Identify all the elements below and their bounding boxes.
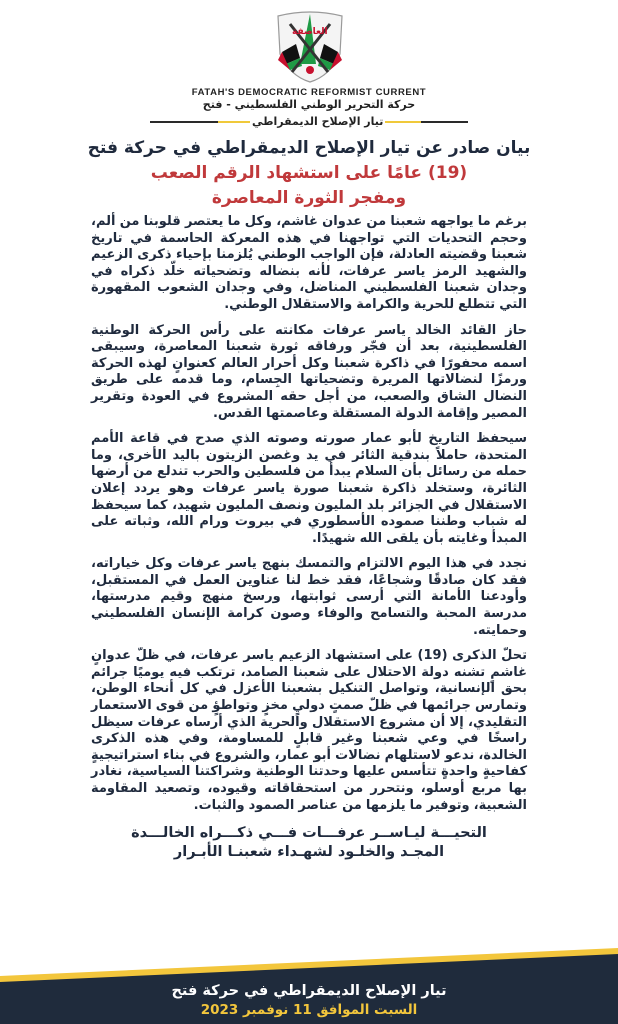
statement-body [91, 214, 527, 814]
paragraph-4: نجدد في هذا اليوم الالتزام والتمسك بنهج ياسر عرفات وكل خياراته، فقد كان صادقًا وشجاعًا، فقد خط لنا عناوين العمل في المستقبل، وأودعنا الأمانة التي أرسى ثوابتها، ورسخ منهج وقيم مدرستها، مدرسة المحبة والتسامح والوفاء وصون كرامة الإنسان الفلسطيني وحمايته. [91, 556, 527, 638]
fatah-emblem-icon [270, 6, 350, 84]
footer [0, 982, 618, 1020]
divider-left-gold [218, 121, 250, 123]
divider-right-dark [421, 121, 468, 123]
statement-title [0, 136, 618, 211]
footer-title: تيار الإصلاح الديمقراطي في حركة فتح [171, 983, 447, 999]
movement-name-arabic: حركة التحرير الوطني الفلسطيني - فتح [202, 98, 416, 111]
paragraph-3: سيحفظ التاريخ لأبو عمار صورته وصوته الذي صدح في قاعة الأمم المتحدة، حاملاً بندقية الثائر في يد وغصن الزيتون باليد الأخرى، وما حمله من رسائل بأن السلام يبدأ من فلسطين والحرب تندلع من أرضها الثائرة، وستخلد ذاكرة شعبنا صورة ياسر عرفات وهو يردد إعلان الاستقلال في الجزائر بلد المليون ونصف المليون شهيد، كما سيحفظ له شباب وطننا صموده الأسطوري في بيروت ورام الله، وثباته على المبدأ وغايته بأن يلقى الله شهيدًا. [91, 431, 527, 546]
closing-salutation [0, 824, 618, 862]
current-name-arabic: تيار الإصلاح الديمقراطي [252, 115, 384, 128]
statement-subheading-line2: ومفجر الثورة المعاصرة [211, 188, 407, 208]
divider-right-gold [385, 121, 421, 123]
statement-subheading-line1: (19) عامًا على استشهاد الرقم الصعب [150, 163, 468, 183]
closing-line-2: المجـد والخلـود لشهـداء شعبنـا الأبـرار [173, 844, 445, 861]
footer-date: السبت الموافق 11 نوفمبر 2023 [200, 1002, 418, 1018]
org-name-english: FATAH'S DEMOCRATIC REFORMIST CURRENT [191, 87, 427, 98]
paragraph-2: حاز القائد الخالد ياسر عرفات مكانته على رأس الحركة الوطنية الفلسطينية، بعد أن فجّر ورفاقه ثورة شعبنا المعاصرة، وسيبقى اسمه محفورًا في ذاكرة شعبنا وكل أحرار العالم كعنوانٍ لهذه الحركة ورمزًا لنضالاتها المريرة وتضحياتها الجِسام، وما قدمه على طريق النضال الشاق والصعب، من أجل حقه المشروع في العودة وتقرير المصير وإقامة الدولة المستقلة وعاصمتها القدس. [91, 322, 527, 421]
paragraph-5 [91, 648, 527, 814]
current-name-row [150, 114, 468, 130]
statement-content [0, 136, 618, 942]
paragraph-1: برغم ما يواجهه شعبنا من عدوان غاشم، وكل ما يعتصر قلوبنا من ألم، وحجم التحديات التي تواجهنا في هذه المعركة الحاسمة في تاريخ شعبنا وقضيته العادلة، فإن الواجب الوطني يُلزمنا بإحياء ذكرى الزعيم والشهيد الرمز ياسر عرفات، لأنه بنضاله وتضحياته خلّد ذكراه في وجدان شعبنا الفلسطيني المناضل، وفي وجدان الشعوب المقهورة التي تتطلع للحرية والكرامة والاستقلال الوطني. [91, 214, 527, 312]
paragraph-5-lead: تحلّ الذكرى (19) على استشهاد الزعيم ياسر عرفات، [190, 648, 527, 664]
paragraph-5-rest: في ظلّ عدوانٍ غاشمٍ تشنه دولة الاحتلال على شعبنا الصامد، ترتكب فيه يوميًا جرائم بحق الإنسانية، وتواصل التنكيل بشعبنا الأعزل في كل أنحاء الوطن، وتمارس جرائمها في ظلّ صمتٍ دوليٍ مخزٍ وتواطؤٍ من قوى الاستعمار التقليدي، إلا أن مشروع الاستقلال والحرية الذي أرساه عرفات سيظل راسخًا في وعي شعبنا وغير قابلٍ للمساومة، وفي هذه الذكرى الخالدة، ندعو لاستلهام نضالات أبو عمار، والشروع في بناء استراتيجيةٍ كفاحيةٍ واحدةٍ تتأسس عليها وحدتنا الوطنية وشراكتنا السياسية، نغادر بها مربع أوسلو، ونتحرر من استحقاقاته وقيوده، وتصعيد المقاومة الشعبية، وتوفير ما يلزمها من عناصر الصمود والثبات. [91, 648, 527, 813]
emblem-lettering-left: العاصفة [292, 27, 328, 37]
letterhead [0, 0, 618, 134]
statement-heading: بيان صادر عن تيار الإصلاح الديمقراطي في حركة فتح [87, 138, 531, 158]
closing-line-1: التحيـــة ليـاســر عرفـــات فـــي ذكـــراه الخالـــدة [131, 825, 487, 842]
divider-left-dark [150, 121, 218, 123]
